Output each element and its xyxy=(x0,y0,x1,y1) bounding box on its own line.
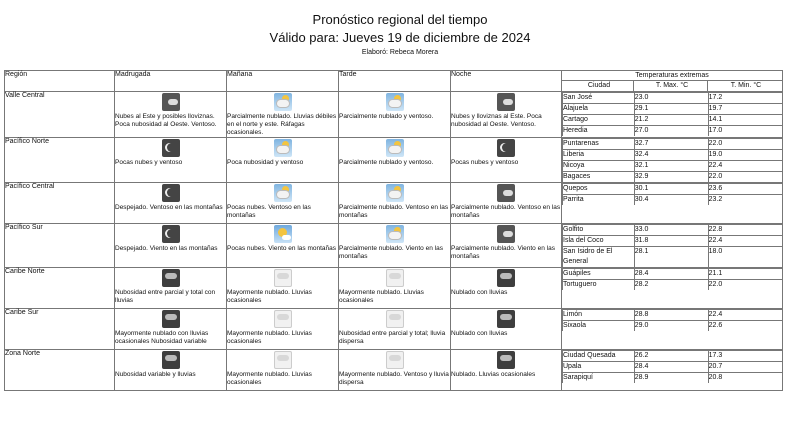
forecast-description: Nubosidad entre parcial y total con lluvias xyxy=(115,289,216,304)
city-name: Upala xyxy=(563,362,635,373)
city-tmin: 22.4 xyxy=(708,236,782,247)
region-name: Caribe Sur xyxy=(5,309,115,350)
region-name: Valle Central xyxy=(5,92,115,138)
city-tmax: 32.9 xyxy=(634,172,708,183)
city-tmin: 22.0 xyxy=(708,139,782,150)
city-name: Isla del Coco xyxy=(563,236,635,247)
region-row xyxy=(5,183,783,224)
forecast-cell-tarde xyxy=(339,224,451,268)
day-sunny-icon xyxy=(274,225,292,243)
city-row xyxy=(563,104,783,115)
light-rain-icon xyxy=(274,269,292,287)
city-tmin: 22.6 xyxy=(708,321,782,332)
city-tmin: 17.0 xyxy=(708,126,782,137)
temperature-cell xyxy=(562,183,783,224)
city-tmin: 22.8 xyxy=(708,225,782,236)
city-tmax: 21.2 xyxy=(634,115,708,126)
city-name: Ciudad Quesada xyxy=(563,351,635,362)
city-row xyxy=(563,225,783,236)
region-row xyxy=(5,268,783,309)
forecast-description: Despejado. Ventoso en las montañas xyxy=(115,204,223,211)
city-name: San Isidro de El General xyxy=(563,247,635,268)
city-row xyxy=(563,351,783,362)
night-cloud-icon xyxy=(497,93,515,111)
header-tmin: T. Min. °C xyxy=(730,82,762,89)
forecast-description: Mayormente nublado. Lluvias ocasionales xyxy=(227,289,312,304)
city-tmax: 28.4 xyxy=(634,362,708,373)
forecast-description: Despejado. Viento en las montañas xyxy=(115,245,218,252)
night-cloud-icon xyxy=(497,184,515,202)
forecast-description: Parcialmente nublado. Lluvias débiles en el norte y este. Ráfagas ocasionales. xyxy=(227,113,337,136)
forecast-description: Pocas nubes. Viento en las montañas xyxy=(227,245,337,252)
city-tmax: 28.9 xyxy=(634,373,708,384)
city-tmin: 20.7 xyxy=(708,362,782,373)
city-tmin: 19.7 xyxy=(708,104,782,115)
city-row xyxy=(563,269,783,280)
temperature-cell xyxy=(562,224,783,268)
city-tmin: 22.4 xyxy=(708,161,782,172)
day-partly-icon xyxy=(386,139,404,157)
city-name: Tortuguero xyxy=(563,280,635,291)
night-moon-icon xyxy=(162,225,180,243)
light-rain-icon xyxy=(386,269,404,287)
city-row xyxy=(563,115,783,126)
city-temperatures xyxy=(562,224,782,267)
city-tmax: 29.1 xyxy=(634,104,708,115)
header-tarde: Tarde xyxy=(339,71,451,92)
forecast-cell-madrugada xyxy=(115,350,227,391)
city-tmax: 27.0 xyxy=(634,126,708,137)
night-moon-icon xyxy=(162,184,180,202)
header-madrugada: Madrugada xyxy=(115,71,227,92)
city-tmax: 23.0 xyxy=(634,93,708,104)
city-temperatures xyxy=(562,268,782,290)
forecast-cell-manana xyxy=(227,138,339,183)
forecast-description: Mayormente nublado. Lluvias ocasionales xyxy=(227,330,312,345)
forecast-description: Nublado. Lluvias ocasionales xyxy=(451,371,536,378)
forecast-description: Pocas nubes. Ventoso en las montañas xyxy=(227,204,311,219)
forecast-description: Nubosidad entre parcial y total; lluvia dispersa xyxy=(339,330,446,345)
night-cloud-icon xyxy=(497,225,515,243)
city-name: Puntarenas xyxy=(563,139,635,150)
city-row xyxy=(563,321,783,332)
forecast-cell-noche xyxy=(451,224,562,268)
forecast-description: Mayormente nublado. Lluvias ocasionales xyxy=(339,289,424,304)
header-city: Ciudad xyxy=(562,81,634,91)
city-row xyxy=(563,172,783,183)
dark-rain-icon xyxy=(497,269,515,287)
forecast-cell-tarde xyxy=(339,268,451,309)
light-rain-icon xyxy=(274,310,292,328)
forecast-description: Nubes al Este y posibles lloviznas. Poca nubosidad al Oeste. Ventoso. xyxy=(115,113,217,128)
city-tmax: 29.0 xyxy=(634,321,708,332)
forecast-cell-noche xyxy=(451,350,562,391)
city-name: Cartago xyxy=(563,115,635,126)
city-tmin: 17.3 xyxy=(708,351,782,362)
city-tmin: 22.0 xyxy=(708,280,782,291)
city-tmin: 18.0 xyxy=(708,247,782,268)
forecast-cell-madrugada xyxy=(115,92,227,138)
forecast-cell-manana xyxy=(227,224,339,268)
forecast-description: Parcialmente nublado y ventoso. xyxy=(339,159,434,166)
region-row xyxy=(5,92,783,138)
region-name: Pacífico Sur xyxy=(5,224,115,268)
city-row xyxy=(563,161,783,172)
region-name: Zona Norte xyxy=(5,350,115,391)
city-row xyxy=(563,126,783,137)
day-partly-icon xyxy=(386,225,404,243)
city-name: Limón xyxy=(563,310,635,321)
city-name: Bagaces xyxy=(563,172,635,183)
forecast-cell-tarde xyxy=(339,309,451,350)
city-tmax: 28.1 xyxy=(634,247,708,268)
city-name: Liberia xyxy=(563,150,635,161)
city-name: Sixaola xyxy=(563,321,635,332)
day-partly-icon xyxy=(386,93,404,111)
city-tmax: 28.2 xyxy=(634,280,708,291)
city-row xyxy=(563,150,783,161)
city-tmax: 28.4 xyxy=(634,269,708,280)
valid-date: Válido para: Jueves 19 de diciembre de 2024 xyxy=(269,30,531,45)
city-tmax: 32.7 xyxy=(634,139,708,150)
city-temperatures xyxy=(562,350,782,383)
forecast-cell-manana xyxy=(227,350,339,391)
city-tmin: 19.0 xyxy=(708,150,782,161)
dark-rain-icon xyxy=(162,269,180,287)
city-row xyxy=(563,280,783,291)
forecast-description: Pocas nubes y ventoso xyxy=(451,159,519,166)
forecast-cell-madrugada xyxy=(115,309,227,350)
forecast-cell-noche xyxy=(451,138,562,183)
light-rain-icon xyxy=(386,310,404,328)
forecast-description: Mayormente nublado con lluvias ocasionales Nubosidad variable xyxy=(115,330,209,345)
forecast-cell-noche xyxy=(451,183,562,224)
forecast-cell-tarde xyxy=(339,350,451,391)
region-row xyxy=(5,350,783,391)
forecast-cell-madrugada xyxy=(115,224,227,268)
page-title: Pronóstico regional del tiempo xyxy=(312,12,488,27)
header-noche: Noche xyxy=(451,71,562,92)
city-tmax: 33.0 xyxy=(634,225,708,236)
city-name: Heredia xyxy=(563,126,635,137)
dark-rain-icon xyxy=(162,351,180,369)
day-partly-icon xyxy=(274,139,292,157)
forecast-description: Nubosidad variable y lluvias xyxy=(115,371,196,378)
city-name: San José xyxy=(563,93,635,104)
region-name: Pacífico Norte xyxy=(5,138,115,183)
forecast-table xyxy=(4,70,783,391)
city-name: Parrita xyxy=(563,195,635,206)
forecast-description: Parcialmente nublado. Viento en las montañas xyxy=(339,245,443,260)
city-tmin: 14.1 xyxy=(708,115,782,126)
forecast-rows xyxy=(5,92,783,391)
forecast-description: Poca nubosidad y ventoso xyxy=(227,159,304,166)
forecast-description: Parcialmente nublado. Ventoso en las montañas xyxy=(451,204,561,219)
night-cloud-icon xyxy=(162,93,180,111)
light-rain-icon xyxy=(386,351,404,369)
city-tmin: 23.6 xyxy=(708,184,782,195)
night-moon-icon xyxy=(497,139,515,157)
dark-rain-icon xyxy=(497,310,515,328)
temperatures-title: Temperaturas extremas xyxy=(562,71,782,81)
forecast-description: Nublado con lluvias xyxy=(451,330,508,337)
city-temperatures xyxy=(562,92,782,136)
city-tmax: 32.1 xyxy=(634,161,708,172)
forecast-cell-manana xyxy=(227,309,339,350)
city-tmax: 26.2 xyxy=(634,351,708,362)
day-partly-icon xyxy=(274,93,292,111)
forecast-description: Pocas nubes y ventoso xyxy=(115,159,183,166)
forecast-cell-madrugada xyxy=(115,268,227,309)
region-row xyxy=(5,224,783,268)
city-temperatures xyxy=(562,309,782,331)
city-tmin: 21.1 xyxy=(708,269,782,280)
city-tmax: 31.8 xyxy=(634,236,708,247)
city-tmin: 20.8 xyxy=(708,373,782,384)
city-temperatures xyxy=(562,183,782,205)
temperature-cell xyxy=(562,138,783,183)
city-tmin: 22.4 xyxy=(708,310,782,321)
forecast-cell-manana xyxy=(227,183,339,224)
city-name: Sarapiquí xyxy=(563,373,635,384)
forecast-description: Nublado con lluvias xyxy=(451,289,508,296)
city-name: Quepos xyxy=(563,184,635,195)
forecast-description: Nubes y lloviznas al Este. Poca nubosidad al Oeste. Ventoso. xyxy=(451,113,542,128)
forecast-description: Mayormente nublado. Ventoso y lluvia dispersa xyxy=(339,371,449,386)
city-row xyxy=(563,373,783,384)
forecast-cell-noche xyxy=(451,309,562,350)
light-rain-icon xyxy=(274,351,292,369)
forecast-cell-tarde xyxy=(339,92,451,138)
header-temperatures xyxy=(562,71,783,92)
forecast-cell-noche xyxy=(451,92,562,138)
city-name: Nicoya xyxy=(563,161,635,172)
city-row xyxy=(563,184,783,195)
header-region: Región xyxy=(5,71,115,92)
city-tmax: 32.4 xyxy=(634,150,708,161)
forecast-description: Mayormente nublado. Lluvias ocasionales xyxy=(227,371,312,386)
region-name: Caribe Norte xyxy=(5,268,115,309)
temperature-cell xyxy=(562,350,783,391)
region-row xyxy=(5,309,783,350)
temperature-cell xyxy=(562,309,783,350)
city-name: Alajuela xyxy=(563,104,635,115)
temperature-cell xyxy=(562,268,783,309)
dark-rain-icon xyxy=(497,351,515,369)
forecast-description: Parcialmente nublado. Ventoso en las montañas xyxy=(339,204,449,219)
header-manana: Mañana xyxy=(227,71,339,92)
city-temperatures xyxy=(562,138,782,182)
city-tmax: 30.1 xyxy=(634,184,708,195)
header-tmax: T. Max. °C xyxy=(634,81,708,91)
region-row xyxy=(5,138,783,183)
city-row xyxy=(563,139,783,150)
city-row xyxy=(563,310,783,321)
dark-rain-icon xyxy=(162,310,180,328)
city-row xyxy=(563,236,783,247)
header-row xyxy=(5,71,783,92)
city-tmin: 23.2 xyxy=(708,195,782,206)
temperatures-subheader xyxy=(562,81,782,91)
forecast-description: Parcialmente nublado y ventoso. xyxy=(339,113,434,120)
forecast-cell-madrugada xyxy=(115,183,227,224)
city-name: Golfito xyxy=(563,225,635,236)
day-partly-icon xyxy=(386,184,404,202)
city-tmax: 28.8 xyxy=(634,310,708,321)
city-row xyxy=(563,195,783,206)
forecast-cell-madrugada xyxy=(115,138,227,183)
forecast-cell-tarde xyxy=(339,138,451,183)
author-line: Elaboró: Rebeca Morera xyxy=(361,49,439,56)
report-header xyxy=(0,0,800,57)
forecast-cell-tarde xyxy=(339,183,451,224)
city-tmin: 22.0 xyxy=(708,172,782,183)
forecast-description: Parcialmente nublado. Viento en las montañas xyxy=(451,245,555,260)
city-row xyxy=(563,362,783,373)
temperature-cell xyxy=(562,92,783,138)
day-partly-icon xyxy=(274,184,292,202)
city-name: Guápiles xyxy=(563,269,635,280)
city-row xyxy=(563,247,783,268)
forecast-cell-manana xyxy=(227,268,339,309)
city-tmin: 17.2 xyxy=(708,93,782,104)
region-name: Pacífico Central xyxy=(5,183,115,224)
forecast-cell-manana xyxy=(227,92,339,138)
city-tmax: 30.4 xyxy=(634,195,708,206)
forecast-cell-noche xyxy=(451,268,562,309)
night-moon-icon xyxy=(162,139,180,157)
city-row xyxy=(563,93,783,104)
